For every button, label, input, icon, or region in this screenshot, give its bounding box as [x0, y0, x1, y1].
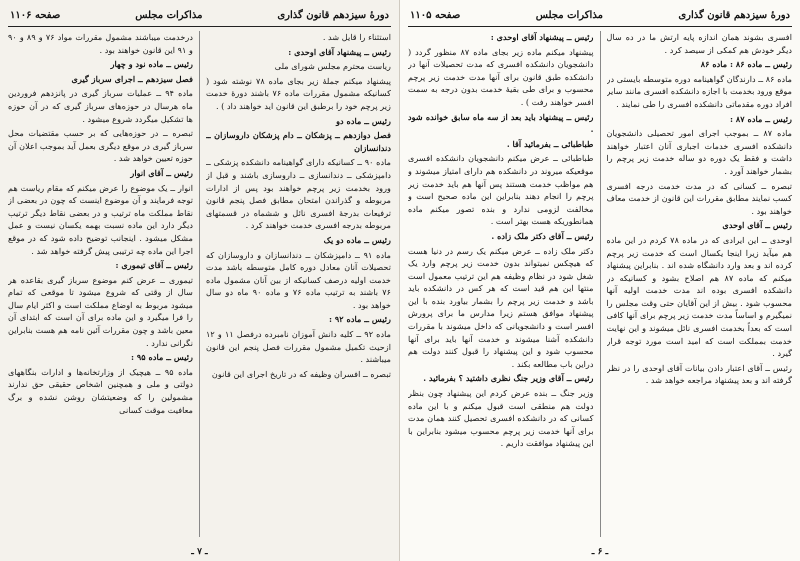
speaker-line: رئیس ــ ماده ۸۷ :: [730, 113, 792, 124]
column-divider: [600, 31, 601, 537]
paragraph: اوحدی ــ این ایرادی که در ماده ۷۸ کردم در این ماده هم میآید زیرا اینجا یکسال است که خدمت زیر پرچم کرده اند و بعد وارد دانشگاه شده اند . بنابراین پیشنهاد میکنم که ماده ۸۷ هم اصلاح بشود و کسانیکه در دانشکده افسری بوده اند مدت خدمت اولیه آنها محسوب شود . بیش از این آقایان حتی وقت مجلس را نمیگیرم و اساساً مدت خدمت زیر پرچم برای آنها کافی است که بعداً بخدمت افسری نائل میشوند و این نهایت خدمت بمملکت است که امید است مورد توجه قرار گیرد .: [606, 234, 792, 359]
paragraph: رئیس ــ آقای اعتبار دادن بیانات آقای اوحدی را در نظر گرفته اند و بعد پیشنهاد مراجعه خواهد شد .: [606, 362, 792, 386]
paragraph: ماده ۸۶ ــ دارندگان گواهینامه دوره متوسطه بایستی در موقع ورود بخدمت با اجازه دانشکده افسری مانند سایر افراد دوره مقدماتی دانشکده افسری را طی نمایند .: [606, 73, 792, 109]
speaker-line: فصل دوازدهم ــ پزشکان ــ دام پزشکان داروسازان ــ دندانسازان: [206, 130, 391, 153]
page-footer-number: ـ ۶ ـ: [591, 547, 609, 557]
speaker-line: رئیس ــ پیشنهاد آقای اوحدی :: [490, 32, 594, 42]
speaker-line: رئیس ــ ماده دو: [336, 115, 391, 126]
page-1105: [400, 0, 800, 561]
paragraph: پیشنهاد میکنم جملهٔ زیر بجای ماده ۷۸ نوشته شود ( کسانیکه مشمول مقررات ماده ۷۶ باشند دورهٔ خدمت زیر پرچم خود را برطبق این قانون اید خواهند داد ) .: [206, 75, 391, 111]
speaker-line: رئیس ــ آقای تیموری :: [115, 260, 193, 271]
paragraph: ریاست محترم مجلس شورای ملی: [274, 61, 391, 72]
page-header-page-number: صفحه ۱۱۰۶: [10, 9, 61, 21]
paragraph: انوار ــ یک موضوع را عرض میکنم که مقام ریاست هم توجه فرمایند و آن موضوع اینست که چون در بعضی از نقاط مملکت ماه ترتیب و در بعضی نقاط دیگر ترتیب دیگر دارد این ماده نسبت بهمه یکسان نیست و عمل مشکل میشود . اینجانب توضیح داده شود که در موقع اجرا این ماده چه ترتیبی پیش گرفته خواهد شد .: [8, 182, 193, 256]
paragraph: ماده ۸۷ ــ بموجب اجرای امور تحصیلی دانشجویان دانشکده افسری خدمات اجباری آنان اعتبار خواهند داشت و فقط یک دوره دو ساله خدمت زیر پرچم را بشمار خواهند آورد .: [606, 128, 792, 176]
paragraph: ماده ۹۵ ــ هیچیک از وزارتخانه‌ها و ادارات بنگاههای دولتی و ملی و همچنین اشخاص حقیقی حق ندارند مشمولین را که وضعیتشان روشن نشده و برگ معافیت موقت کسانی: [8, 366, 193, 415]
paragraph: ماده ۹۲ ــ کلیه دانش آموزان نامبرده درفصل ۱۱ و ۱۲ ازحیث تکمیل مشمول مقررات فصل پنجم این قانون میباشند .: [206, 329, 391, 365]
text-column-right: [206, 31, 391, 537]
text-columns: [8, 31, 391, 537]
paragraph: استثناء را قایل شد .: [322, 32, 391, 42]
speaker-line: رئیس ــ ماده ۸۶ : ماده ۸۶: [700, 59, 792, 70]
page-header-title: مذاکرات مجلس: [135, 9, 203, 21]
paragraph: ماده ۹۰ ــ کسانیکه دارای گواهینامه دانشکده پزشکی ــ دامپزشکی ــ دندانسازی ــ داروسازی باشند و قبل از ورود بخدمت زیر پرچم خواهند بود پس از ادارات مربوطه و گذراندن امتحان مطابق فصل پنجم قانون ترفیعات بدرجهٔ افسری نائل و ششماه در قسمتهای مربوطه بدرجه افسری خدمت خواهند کرد .: [206, 157, 391, 231]
speaker-line: رئیس ــ ماده دو یک: [323, 234, 391, 245]
paragraph: ماده ۹۱ ــ دامپزشکان ــ دندانسازان و داروسازان که تحصیلات آنان معادل دوره کامل متوسطه باشد مدت خدمت اولیه درصف کسانیکه از بین آنان مشمول ماده ۷۶ باشند به ترتیب ماده ۷۶ و ماده ۹۰ ماه دو سال خواهد بود .: [206, 249, 391, 310]
speaker-line: رئیس ــ آقای دکتر ملک زاده .: [491, 230, 594, 241]
text-column-left: [8, 31, 193, 537]
speaker-line: رئیس ــ پیشنهاد آقای اوحدی :: [288, 46, 391, 57]
paragraph: ماده ۹۴ ــ عملیات سرباز گیری در پانزدهم فروردین ماه هرسال در حوزه‌های سرباز گیری که در آن حوزه ها تشکیل میگردد شروع میشود .: [8, 88, 193, 124]
paragraph: دکتر ملک زاده ــ عرض میکنم یک رسم در دنیا هست که هیچکس نمیتواند بدون خدمت زیر پرچم وارد یک شغل شود در نظام وظیفه هم این ترتیب معمول است منتها این هم قید است که هر کس در دانشکده باید باشد و خدمت زیر پرچم را بشمار بیاورد بنده با این پیشنهاد موافق هستم زیرا مدارس ما برای پرورش افسر است و دانشجویانی که داخل میشوند با مقررات دانشکده آشنا میشوند و خدمت آنها باید برای آنها محسوب شود و این پیشنهاد را قبول کنند دولت هم دراین باب مطالعه بکند .: [408, 245, 594, 369]
text-column-right: [607, 31, 793, 537]
column-divider: [199, 31, 200, 537]
page-header-title: مذاکرات مجلس: [535, 9, 603, 21]
paragraph: وزیر جنگ ــ بنده عرض کردم این پیشنهاد چون بنظر دولت هم منطقی است قبول میکنم و با این ماده کسانی که در دانشکده افسری تحصیل کنند همان مدت برای آنها خدمت زیر پرچم محسوب میشود بنابراین با این پیشنهاد موافقت داریم .: [408, 388, 594, 449]
paragraph: تبصره ــ افسران وظیفه که در تاریخ اجرای این قانون: [211, 368, 391, 379]
paragraph: تبصره ــ کسانی که در مدت خدمت درجه افسری کسب نمایند مطابق مقررات این قانون از خدمت معاف خواهند بود .: [606, 180, 792, 216]
paragraph: طباطبائی ــ عرض میکنم دانشجویان دانشکده افسری موقعیکه میروند در دانشکده هم دارای امتیاز میشوند و هم مواظب خدمت هستند پس آنها هم باید خدمت زیر پرچم را انجام دهند بنابراین این ماده صحیح است و مخالفت لزومی ندارد و بنده تصور میکنم ماده همانطوریکه هست بهتر است .: [408, 153, 594, 227]
speaker-line: رئیس ــ پیشنهاد باید بعد از سه ماه سابق خوانده شود .: [408, 111, 594, 135]
speaker-line: رئیس ــ ماده ۹۵ :: [131, 352, 193, 363]
page-header-session: دورهٔ سیزدهم قانون گذاری: [678, 9, 790, 21]
text-columns: [408, 31, 792, 537]
speaker-line: رئیس ــ آقای وزیر جنگ نظری داشتید ؟ بفرمائید .: [423, 373, 594, 384]
paragraph: پیشنهاد میکنم ماده زیر بجای ماده ۸۷ منظور گردد ( دانشجویان دانشکده افسری که مدت تحصیلات آنها در دانشکده طبق قانون برای آنها مدت خدمت زیر پرچم محسوب و برای طی بقیهٔ خدمت بدون درجه به سمت افسر خواهند رفت ) .: [408, 46, 594, 107]
paragraph: درخدمت میباشند مشمول مقررات مواد ۷۶ و ۸۹ و ۹۰ و ۹۱ این قانون خواهند بود .: [8, 32, 193, 55]
paragraph: تبصره ــ در حوزه‌هایی که بر حسب مقتضیات محل سرباز گیری در موقع دیگری بعمل آید بموجب اعلان آن حوزه تعیین خواهد شد .: [8, 128, 193, 164]
page-header-page-number: صفحه ۱۱۰۵: [410, 9, 461, 21]
speaker-line: فصل سیزدهم ــ اجرای سرباز گیری: [71, 73, 193, 84]
page-footer-number: ـ ۷ ـ: [191, 547, 208, 557]
speaker-line: رئیس ــ ماده نود و چهار: [110, 59, 193, 70]
paragraph: تیموری ــ عرض کنم موضوع سرباز گیری بقاعده هر سال از وقتی که شروع میشود تا موقعی که تمام میشود مربوط به اوضاع مملکت است و اکثر ایام سال را فرا میگیرد و این ماده برای آن است که ابتدای آن معین باشد و چون مقررات آئین نامه هم هست بنابراین نگرانی ندارد .: [8, 274, 193, 348]
paragraph: افسری بشوند همان اندازه پایه ارتش ما در ده سال دیگر خودش هم کمکی از سیصد کرد .: [606, 32, 792, 55]
text-column-left: [408, 31, 594, 537]
speaker-line: رئیس ــ آقای انوار: [130, 167, 193, 178]
speaker-line: رئیس ــ آقای اوحدی: [722, 220, 792, 231]
page-header: [8, 6, 391, 27]
page-header: [408, 6, 792, 27]
page-header-session: دورهٔ سیزدهم قانون گذاری: [277, 9, 389, 21]
speaker-line: طباطبائی ــ بفرمائید آقا .: [506, 138, 594, 149]
speaker-line: رئیس ــ ماده ۹۲ :: [329, 314, 391, 325]
